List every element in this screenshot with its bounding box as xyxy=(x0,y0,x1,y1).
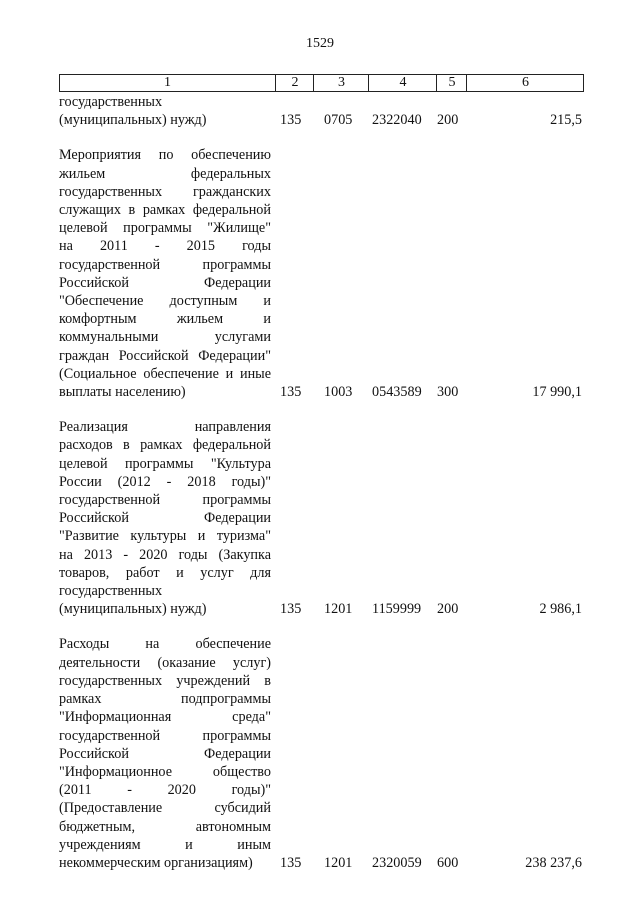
row-description xyxy=(59,418,271,618)
column-header-1: 1 xyxy=(164,75,171,90)
cell-col-3: 1201 xyxy=(324,855,353,872)
cell-col-6: 17 990,1 xyxy=(532,384,582,401)
description-line: коммунальными услугами xyxy=(59,329,271,346)
description-line: Российской Федерации xyxy=(59,274,271,291)
description-line: некоммерческим организациям) xyxy=(59,854,253,871)
description-line: деятельности (оказание услуг) xyxy=(59,654,271,671)
description-line: выплаты населению) xyxy=(59,384,186,401)
description-line: целевой программы "Жилище" xyxy=(59,220,271,237)
row-description xyxy=(59,146,271,401)
description-line: расходов в рамках федеральной xyxy=(59,437,271,454)
description-line: товаров, работ и услуг для xyxy=(59,564,271,581)
description-line: целевой программы "Культура xyxy=(59,455,271,472)
description-line: Мероприятия по обеспечению xyxy=(59,147,271,164)
table-row xyxy=(59,146,584,401)
description-line: "Развитие культуры и туризма" xyxy=(59,528,271,545)
description-line: учреждениям и иным xyxy=(59,836,271,853)
cell-col-5: 200 xyxy=(437,112,459,129)
cell-col-6: 215,5 xyxy=(550,112,582,129)
description-line: служащих в рамках федеральной xyxy=(59,202,271,219)
description-line: (Социальное обеспечение и иные xyxy=(59,365,271,382)
cell-col-3: 1201 xyxy=(324,601,353,618)
description-line: Расходы на обеспечение xyxy=(59,636,271,653)
description-line: "Обеспечение доступным и xyxy=(59,293,271,310)
description-line: Реализация направления xyxy=(59,419,271,436)
description-line: жильем федеральных xyxy=(59,165,271,182)
column-header-3: 3 xyxy=(313,75,369,91)
cell-col-5: 600 xyxy=(437,855,459,872)
description-line: государственных гражданских xyxy=(59,183,271,200)
description-line: Российской Федерации xyxy=(59,510,271,527)
description-line: (муниципальных) нужд) xyxy=(59,601,207,618)
cell-col-3: 0705 xyxy=(324,112,353,129)
description-line: государственной программы xyxy=(59,492,271,509)
row-description xyxy=(59,635,271,872)
cell-col-5: 300 xyxy=(437,384,459,401)
cell-col-2: 135 xyxy=(280,384,302,401)
description-line: государственной программы xyxy=(59,727,271,744)
table-row xyxy=(59,93,584,129)
table-row xyxy=(59,635,584,872)
cell-col-6: 2 986,1 xyxy=(539,601,582,618)
description-line: (муниципальных) нужд) xyxy=(59,112,207,129)
description-line: государственных xyxy=(59,94,163,110)
description-line: на 2011 - 2015 годы xyxy=(59,238,271,255)
cell-col-4: 1159999 xyxy=(372,601,422,618)
cell-col-2: 135 xyxy=(280,112,302,129)
description-line: комфортным жильем и xyxy=(59,311,271,328)
column-header-4: 4 xyxy=(368,75,437,91)
table-header xyxy=(59,74,584,92)
row-description xyxy=(59,93,271,129)
description-line: Российской Федерации xyxy=(59,745,271,762)
cell-col-2: 135 xyxy=(280,601,302,618)
cell-col-5: 200 xyxy=(437,601,459,618)
page-number: 1529 xyxy=(306,36,334,51)
description-line: на 2013 - 2020 годы (Закупка xyxy=(59,546,271,563)
cell-col-4: 0543589 xyxy=(372,384,422,401)
description-line: бюджетным, автономным xyxy=(59,818,271,835)
description-line: (2011 - 2020 годы)" xyxy=(59,782,271,799)
description-line: (Предоставление субсидий xyxy=(59,800,271,817)
cell-col-3: 1003 xyxy=(324,384,353,401)
description-line: "Информационная среда" xyxy=(59,709,271,726)
column-header-5: 5 xyxy=(436,75,467,91)
cell-col-2: 135 xyxy=(280,855,302,872)
description-line: государственных учреждений в xyxy=(59,672,271,689)
description-line: государственной программы xyxy=(59,256,271,273)
table-body xyxy=(59,93,584,872)
description-line: государственных xyxy=(59,583,163,600)
cell-col-4: 2320059 xyxy=(372,855,422,872)
column-header-6: 6 xyxy=(466,75,584,91)
cell-col-4: 2322040 xyxy=(372,112,422,129)
column-header-2: 2 xyxy=(275,75,314,91)
description-line: граждан Российской Федерации" xyxy=(59,347,271,364)
cell-col-6: 238 237,6 xyxy=(525,855,582,872)
table-row xyxy=(59,418,584,618)
description-line: рамках подпрограммы xyxy=(59,691,271,708)
description-line: "Информационное общество xyxy=(59,763,271,780)
description-line: России (2012 - 2018 годы)" xyxy=(59,473,271,490)
